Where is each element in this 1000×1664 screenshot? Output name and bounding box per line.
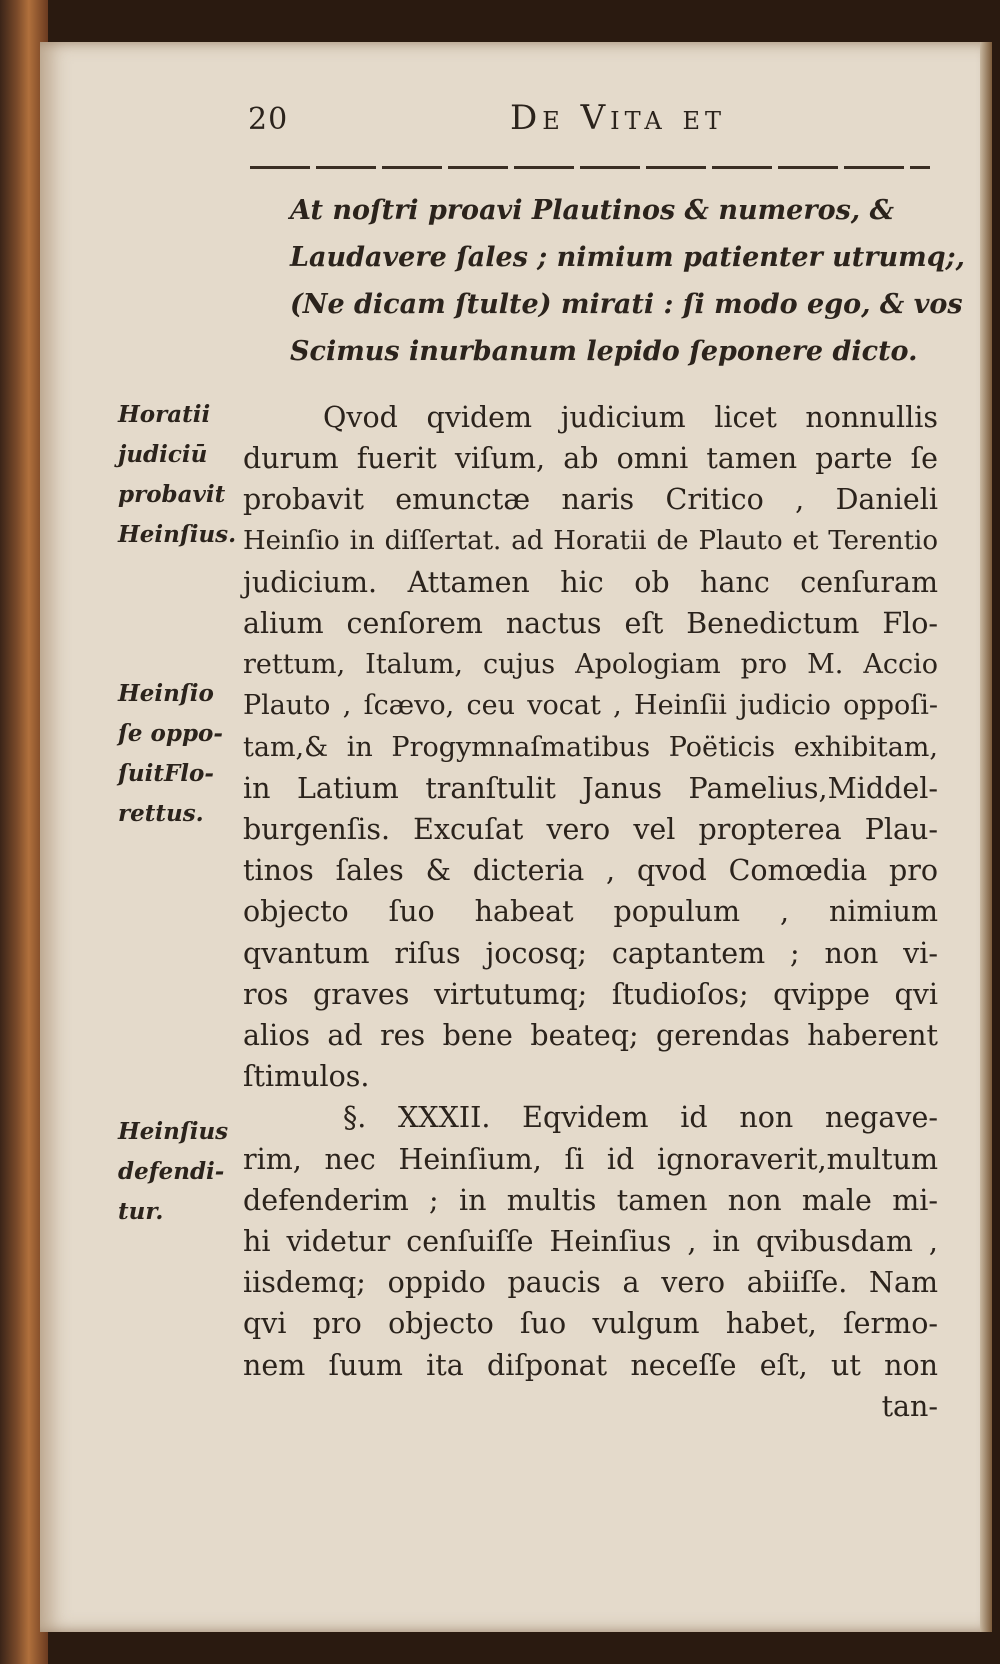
- body-line: hi videtur cenſuiſſe Heinſius , in qvibusdam ,: [243, 1225, 938, 1259]
- margin-note-line: tur.: [118, 1198, 164, 1225]
- margin-note-line: probavit: [118, 481, 226, 508]
- running-head: [40, 98, 992, 152]
- margin-note-line: Horatii: [118, 401, 211, 428]
- body-line: probavit emunctæ naris Critico , Danieli: [243, 483, 938, 517]
- verse-quotation: [290, 187, 965, 375]
- margin-note: [118, 395, 243, 555]
- body-line: burgenſis. Excuſat vero vel propterea Plau-: [243, 813, 938, 847]
- margin-note-line: defendi-: [118, 1158, 225, 1185]
- margin-note-line: rettus.: [118, 800, 204, 827]
- body-line: qvi pro objecto ſuo vulgum habet, ſermo-: [243, 1307, 938, 1341]
- body-line: ros graves virtutumq; ſtudioſos; qvippe qvi: [243, 977, 938, 1011]
- margin-note: [118, 674, 243, 834]
- section-heading-line: §. XXXII. Eqvidem id non negave-: [343, 1101, 938, 1135]
- body-line: alium cenſorem nactus eſt Benedictum Flo-: [243, 607, 938, 641]
- margin-note-line: Heinſio: [118, 680, 214, 707]
- body-line: tinos ſales & dicteria , qvod Comœdia pro: [243, 854, 938, 888]
- page-edge: [980, 42, 992, 1632]
- running-title: De Vita et: [510, 98, 726, 138]
- body-line: Heinſio in diſſertat. ad Horatii de Plauto et Terentio: [243, 525, 938, 556]
- body-line: Qvod qvidem judicium licet nonnullis: [323, 401, 938, 434]
- verse-line: Laudavere ſales ; nimium patienter utrumq;,: [290, 242, 965, 273]
- body-line: in Latium tranſtulit Janus Pamelius,Middel-: [243, 771, 938, 805]
- margin-note-line: ſe oppo-: [118, 720, 223, 747]
- body-line: qvantum riſus jocosq; captantem ; non vi-: [243, 936, 938, 970]
- header-rule: [250, 166, 930, 169]
- body-line: rim, nec Heinſium, ſi id ignoraverit,multum: [243, 1142, 938, 1176]
- margin-note-line: ſuitFlo-: [118, 760, 214, 787]
- page-number: 20: [248, 102, 289, 137]
- body-line: nem ſuum ita diſponat neceſſe eſt, ut non: [243, 1348, 938, 1382]
- catchword: tan-: [881, 1389, 938, 1423]
- body-line: tam,& in Progymnaſmatibus Poëticis exhibitam,: [243, 731, 938, 763]
- body-line: ſtimulos.: [243, 1060, 370, 1094]
- body-line: judicium. Attamen hic ob hanc cenſuram: [243, 565, 938, 599]
- verse-line: At noſtri proavi Plautinos & numeros, &: [290, 195, 894, 226]
- body-line: iisdemq; oppido paucis a vero abiiſſe. Nam: [243, 1266, 938, 1300]
- body-line: objecto ſuo habeat populum , nimium: [243, 895, 938, 929]
- verse-line: (Ne dicam ſtulte) mirati : ſi modo ego, & vos: [290, 289, 963, 320]
- body-line: defenderim ; in multis tamen non male mi-: [243, 1183, 938, 1217]
- book-page: [40, 42, 992, 1632]
- margin-note-line: judiciū: [118, 441, 208, 468]
- body-line: Plauto , ſcævo, ceu vocat , Heinſii judicio oppoſi-: [243, 690, 938, 722]
- margin-note: [118, 1112, 243, 1232]
- body-text: [243, 397, 938, 1427]
- verse-line: Scimus inurbanum lepido ſeponere dicto.: [290, 336, 918, 367]
- body-line: alios ad res bene beateq; gerendas haberent: [243, 1019, 938, 1053]
- margin-note-line: Heinſius: [118, 1118, 229, 1145]
- body-line: durum fuerit viſum, ab omni tamen parte ſe: [243, 442, 938, 476]
- margin-note-line: Heinſius.: [118, 521, 237, 548]
- body-line: rettum, Italum, cujus Apologiam pro M. Accio: [243, 649, 938, 681]
